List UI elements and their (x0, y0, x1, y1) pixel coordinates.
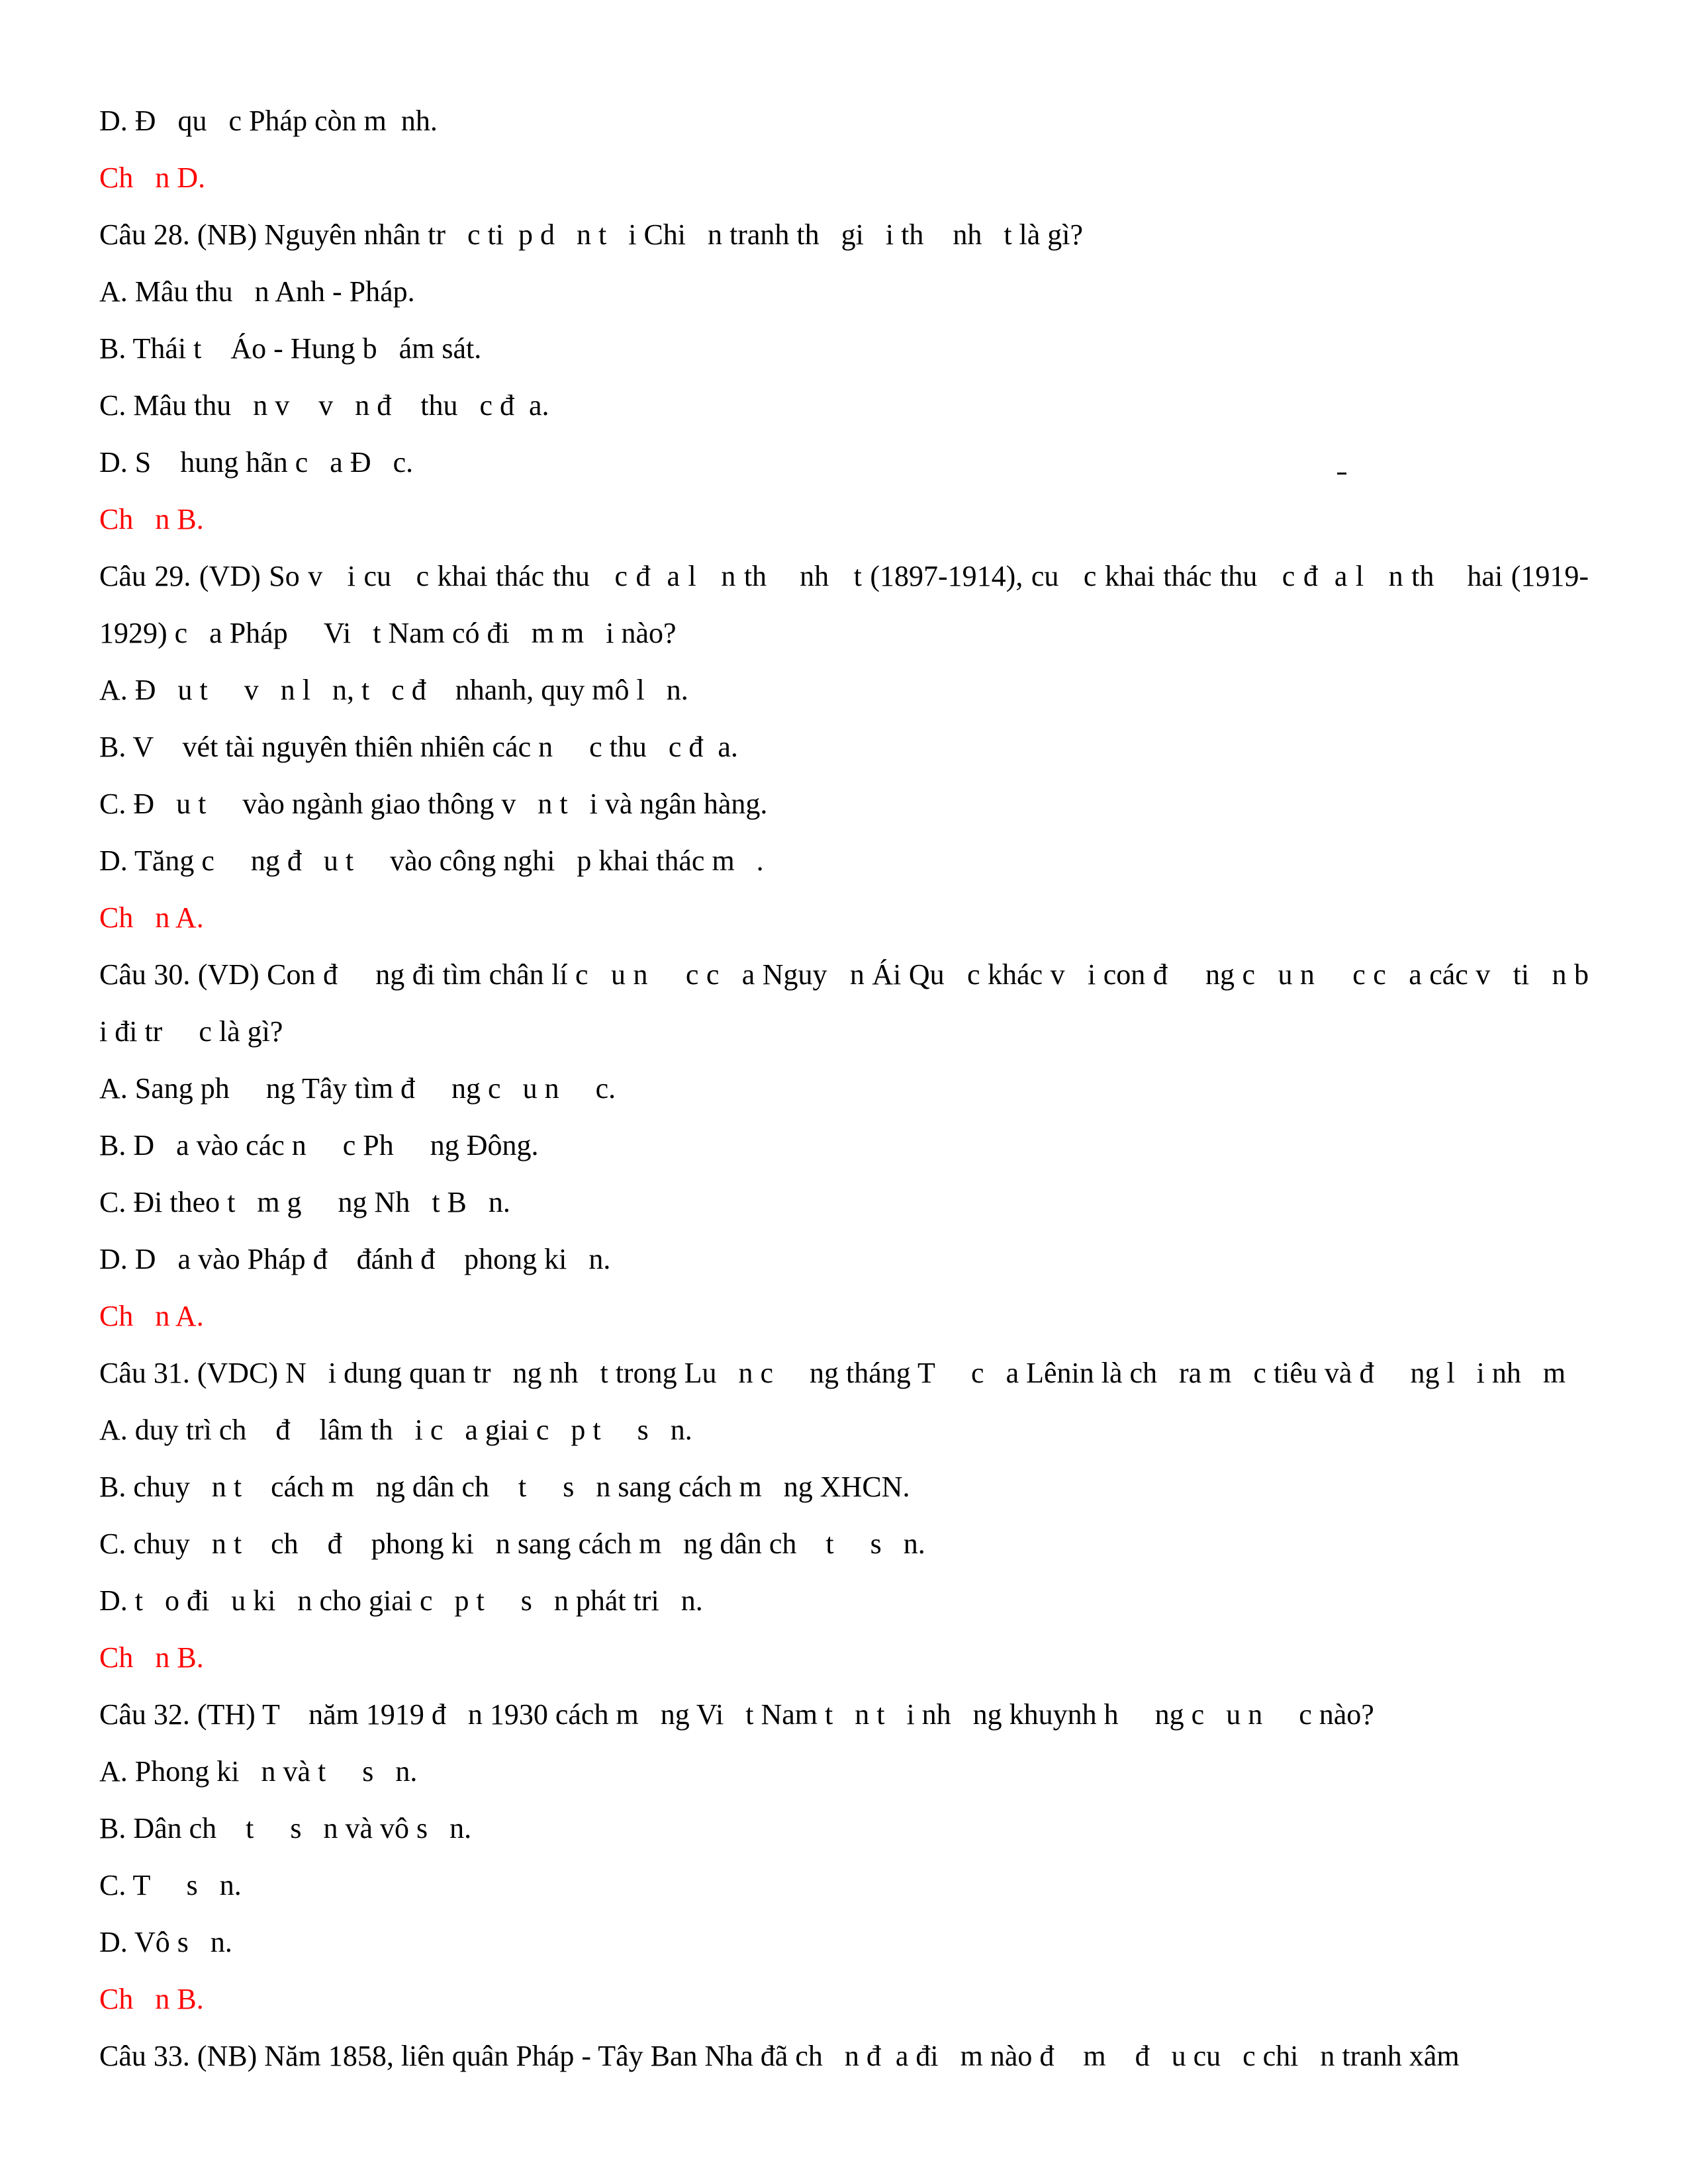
option-line: A. Sang ph ng Tây tìm đ ng c u n c. (99, 1072, 616, 1105)
answer-line: Ch n B. (99, 1641, 204, 1674)
option-line: D. S hung hãn c a Đ c. (99, 446, 414, 478)
option-line: B. D a vào các n c Ph ng Đông. (99, 1129, 539, 1161)
question-29: Câu 29. (VD) So v i cu c khai thác thu c đ a l n th nh t (1897-1914), cu c khai thác thu c đ a l n th hai (1919-1929) c a Pháp Vi t Nam có đi m m i nào? (99, 560, 1589, 649)
option-line: C. T s n. (99, 1869, 242, 1901)
answer-line: Ch n A. (99, 901, 204, 934)
stray-dash-mark (1337, 473, 1346, 475)
option-line: A. duy trì ch đ lâm th i c a giai c p t s n. (99, 1414, 692, 1446)
option-line: C. Đ u t vào ngành giao thông v n t i và ngân hàng. (99, 788, 768, 820)
question-30: Câu 30. (VD) Con đ ng đi tìm chân lí c u n c c a Nguy n Ái Qu c khác v i con đ ng c u n c c a các v ti n b i đi tr c là gì? (99, 958, 1611, 1048)
option-line: B. Dân ch t s n và vô s n. (99, 1812, 472, 1844)
answer-line: Ch n D. (99, 161, 206, 194)
answer-line: Ch n B. (99, 503, 204, 535)
option-line: A. Phong ki n và t s n. (99, 1755, 418, 1788)
option-line: C. chuy n t ch đ phong ki n sang cách m ng dân ch t s n. (99, 1527, 925, 1560)
option-line: B. V vét tài nguyên thiên nhiên các n c thu c đ a. (99, 731, 738, 763)
answer-line: Ch n A. (99, 1300, 204, 1332)
option-line: B. chuy n t cách m ng dân ch t s n sang cách m ng XHCN. (99, 1471, 910, 1503)
option-line: D. Đ qu c Pháp còn m nh. (99, 105, 438, 137)
question-28: Câu 28. (NB) Nguyên nhân tr c ti p d n t i Chi n tranh th gi i th nh t là gì? (99, 218, 1084, 251)
option-line: D. t o đi u ki n cho giai c p t s n phát tri n. (99, 1584, 703, 1617)
question-32: Câu 32. (TH) T năm 1919 đ n 1930 cách m ng Vi t Nam t n t i nh ng khuynh h ng c u n c nào? (99, 1698, 1374, 1731)
question-33: Câu 33. (NB) Năm 1858, liên quân Pháp - Tây Ban Nha đã ch n đ a đi m nào đ m đ u cu c chi n tranh xâm (99, 2040, 1460, 2072)
option-line: A. Đ u t v n l n, t c đ nhanh, quy mô l n. (99, 674, 688, 706)
document-page (99, 93, 1611, 2085)
answer-line: Ch n B. (99, 1983, 204, 2015)
question-31: Câu 31. (VDC) N i dung quan tr ng nh t trong Lu n c ng tháng T c a Lênin là ch ra m c tiêu và đ ng l i nh m (99, 1357, 1566, 1389)
option-line: B. Thái t Áo - Hung b ám sát. (99, 332, 482, 365)
option-line: D. Vô s n. (99, 1926, 232, 1958)
option-line: A. Mâu thu n Anh - Pháp. (99, 275, 415, 308)
option-line: C. Mâu thu n v v n đ thu c đ a. (99, 389, 549, 422)
option-line: C. Đi theo t m g ng Nh t B n. (99, 1186, 510, 1218)
option-line: D. D a vào Pháp đ đánh đ phong ki n. (99, 1243, 611, 1275)
option-line: D. Tăng c ng đ u t vào công nghi p khai thác m . (99, 844, 764, 877)
